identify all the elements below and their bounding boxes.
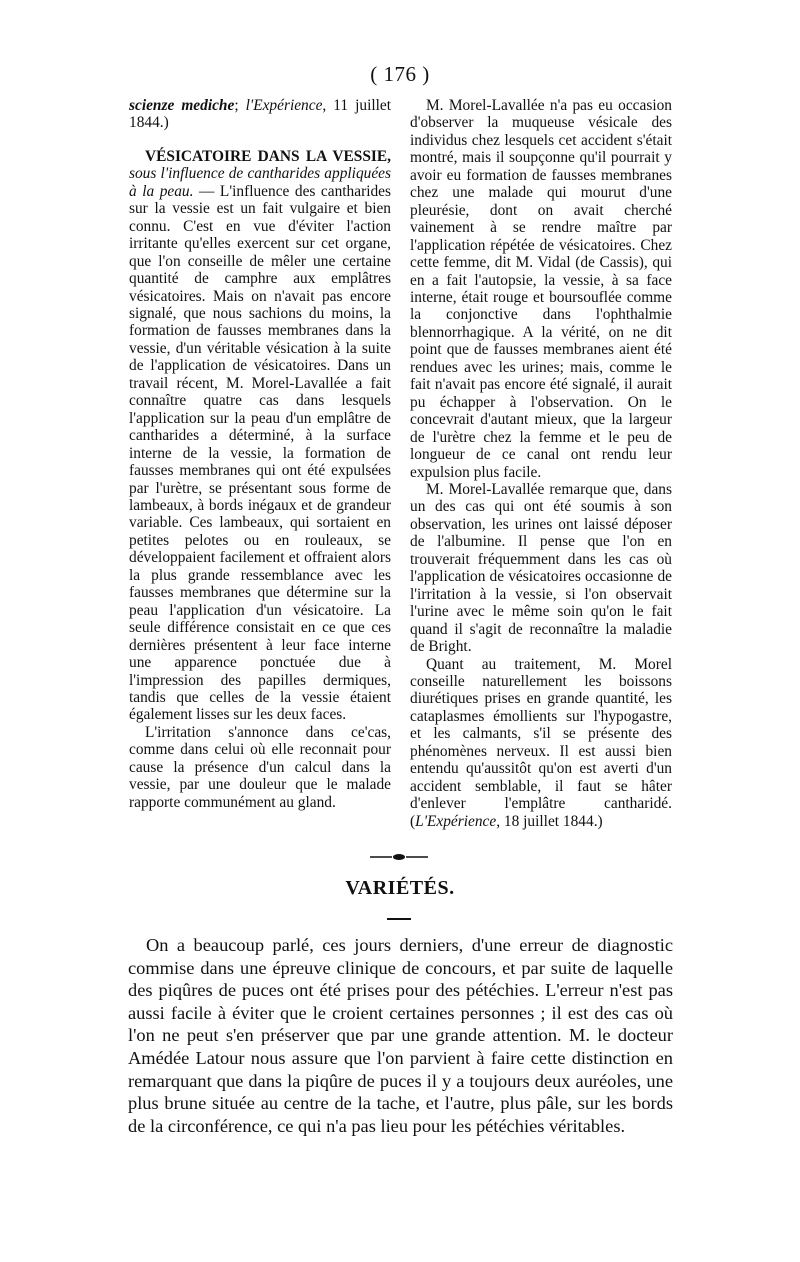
ornamental-separator (370, 853, 428, 861)
short-rule (387, 918, 411, 920)
page-number: ( 176 ) (370, 62, 430, 86)
section-title: VARIÉTÉS. (345, 877, 455, 899)
article-body: — L'influence des cantharides sur la vessie est un fait vulgaire et bien connu. C'est en vue d'éviter l'action irritante qu'elles exercent sur cet organe, que l'on conseille de mêler une certaine quantité de camphre aux emplâtres vésicatoires. Mais on n'avait pas encore signalé, que nous sachions du moins, la formation de fausses membranes dans la vessie, d'un véritable vésication à la suite de l'application de vésicatoires. Dans un travail récent, M. Morel-Lavallée a fait connaître quatre cas dans lesquels l'application sur la peau d'un emplâtre de cantharides a déterminé, à la surface interne de la vessie, la formation de fausses membranes qui ont été expulsées par l'urètre, se présentant sous forme de lambeaux, à bords inégaux et de grandeur variable. Ces lambeaux, qui sortaient en petites pelotes ou en rouleaux, se développaient facilement et offraient alors la plus grande ressemblance avec les fausses membranes que détermine sur la peau l'application d'un vésicatoire. La seule différence consistait en ce que ces dernières présentent à leur face interne une apparence ponctuée due à l'impression des papilles dermiques, tandis que celles de la vessie étaient également lisses sur les deux faces. (129, 182, 391, 724)
article-paragraph-2: L'irritation s'annonce dans ce'cas, comme dans celui où elle reconnait pour cause la présence d'un calcul dans la vessie, par une douleur que le malade rapporte communément au gland. (129, 723, 391, 811)
source-citation-end: scienze mediche; l'Expérience, 11 juillet 1844.) (129, 97, 392, 132)
journal-name-2: l'Expérience (245, 97, 323, 114)
article-subtitle: sous l'influence de cantharides appliquées à la peau. (129, 165, 391, 200)
article-title: VÉSICATOIRE DANS LA VESSIE, (145, 147, 391, 165)
journal-name: scienze mediche (129, 97, 235, 114)
right-paragraph-2: M. Morel-Lavallée remarque que, dans un des cas qui ont été soumis à son observation, les urines ont laissé déposer de l'albumine. Il pense que l'on en trouverait fréquemment dans les cas où l'application de vésicatoires occasionne de l'irritation à la vessie, si l'on observait l'urine avec le même soin qu'on le fait quand il s'agit de reconnaître la maladie de Bright. (410, 480, 672, 656)
varietes-paragraph: On a beaucoup parlé, ces jours derniers, d'une erreur de diagnostic commise dans une épreuve clinique de concours, et par suite de laquelle des piqûres de puces ont été prises pour des pétéchies. L'erreur n'est pas aussi facile à éviter que le croient certaines personnes ; il est des cas où l'on ne peut s'en préserver que par une grande attention. M. le docteur Amédée Latour nous assure que l'on parvient à faire cette distinction en remarquant que dans la piqûre de puces il y a toujours deux auréoles, une plus brune située au centre de la tache, et l'autre, plus pâle, sur les bords de la circonférence, ce qui n'a pas lieu pour les pétéchies véritables. (128, 935, 673, 1136)
right-paragraph-3: Quant au traitement, M. Morel conseille naturellement les boissons diurétiques prises en grande quantité, les cataplasmes émollients sur l'hypogastre, et les calmants, s'il se présente des phénomènes nerveux. Il est aussi bien entendu qu'aussitôt qu'on est averti d'un accident semblable, il faut se hâter d'enlever l'emplâtre cantharidé. (L'Expérience, 18 juillet 1844.) (410, 655, 672, 830)
right-column (410, 97, 672, 830)
left-column (129, 97, 391, 811)
right-paragraph-1: M. Morel-Lavallée n'a pas eu occasion d'observer la muqueuse vésicale des individus chez lesquels cet accident s'était montré, mais il soupçonne qu'il pourrait y avoir eu formation de fausses membranes chez une malade qui mourut d'une pleurésie, dont on avait cherché vainement à se rendre maître par l'application répétée de vésicatoires. Chez cette femme, dit M. Vidal (de Cassis), qui en a fait l'autopsie, la vessie, à sa face interne, était rouge et boursouflée comme la conjonctive dans l'ophthalmie blennorrhagique. A la vérité, on ne dit point que de fausses membranes aient été rendues avec les urines; mais, comme le fait n'avait pas encore été signalé, il aurait pu échapper à l'observation. On le concevrait d'autant mieux, que la largeur de l'urètre chez la femme et le peu de longueur de ce canal ont rendu leur expulsion plus facile. (410, 97, 672, 481)
source-citation: L'Expérience (415, 812, 497, 830)
article-paragraph (129, 148, 391, 724)
